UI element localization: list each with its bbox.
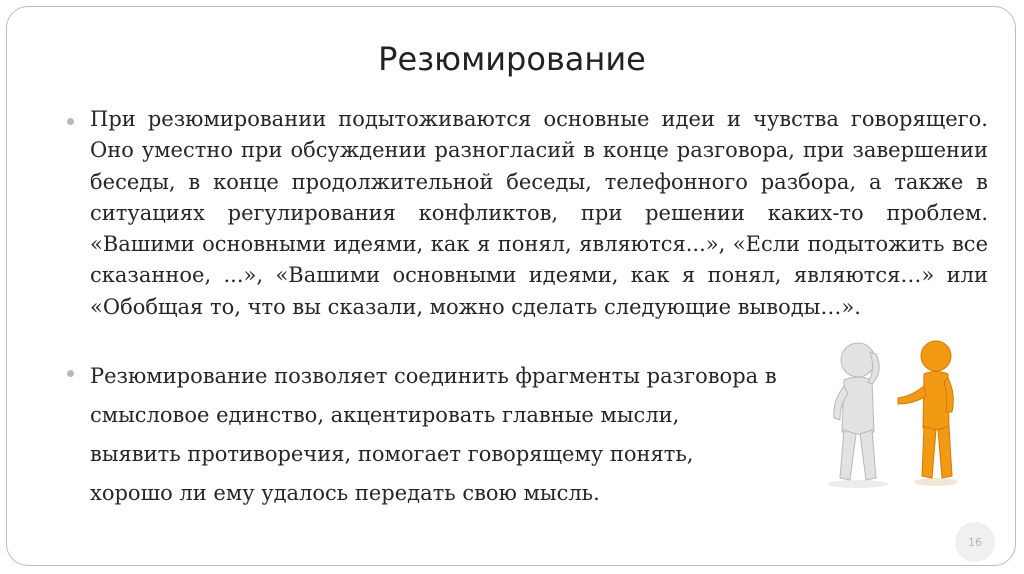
bullet-2-line: смысловое единство, акцентировать главные мысли, [90,403,680,427]
white-figure [834,343,879,480]
bullet-paragraph-1: При резюмировании подытоживаются основные идеи и чувства говорящего. Оно уместно при обсуждении разногласий в конце разговора, при завершении беседы, в конце продолжительной беседы, телефонного разбора, а также в ситуациях регулирования конфликтов, при решении каких-то проблем. «Вашими основными идеями, как я понял, являются...», «Если подытожить все сказанное, ...», «Вашими основными идеями, как я понял, являются…» или «Обобщая то, что вы сказали, можно сделать следующие выводы…». [90,107,988,319]
page-number: 16 [955,522,995,562]
bullet-point-icon [67,118,74,125]
two-people-talking-icon [818,332,968,490]
bullet-paragraph-2 [90,357,830,513]
bullet-point-icon [67,370,74,377]
bullet-2-line: Резюмирование позволяет соединить фрагменты разговора в [90,364,777,388]
slide-title: Резюмирование [378,40,646,78]
orange-figure [898,341,953,478]
bullet-2-line: хорошо ли ему удалось передать свою мысль. [90,481,600,505]
bullet-2-line: выявить противоречия, помогает говорящему понять, [90,442,694,466]
